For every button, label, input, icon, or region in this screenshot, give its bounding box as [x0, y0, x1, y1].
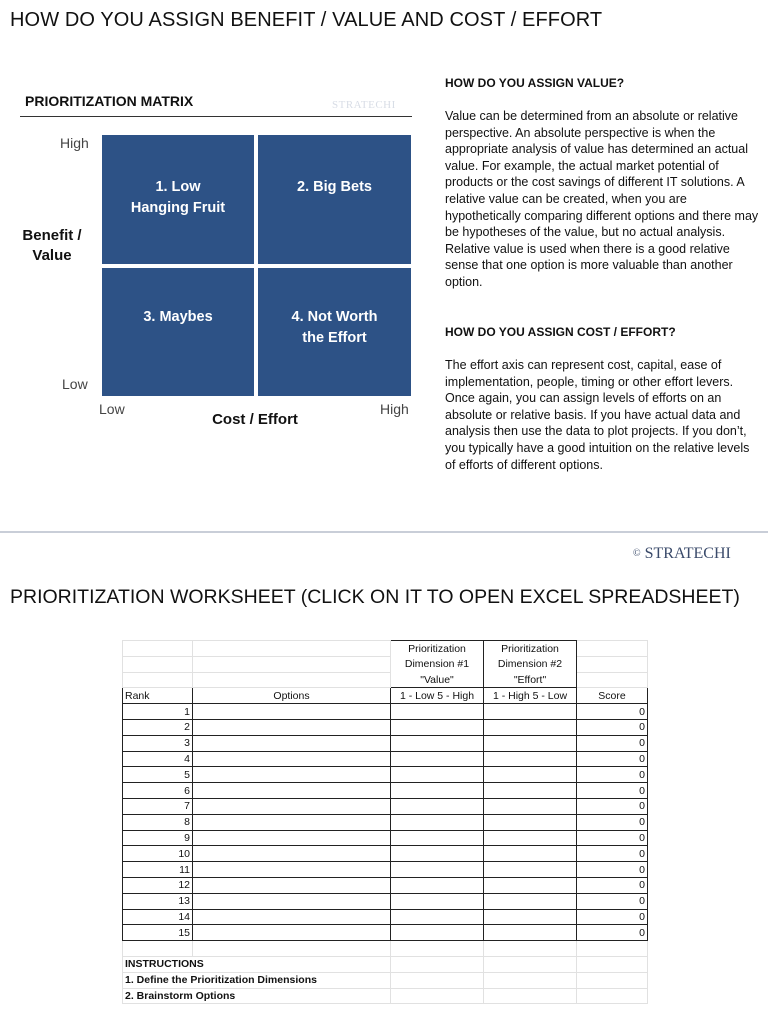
table-row: [123, 925, 648, 941]
empty-cell: [193, 672, 391, 688]
value-score-cell[interactable]: [391, 704, 484, 720]
rank-cell: 5: [123, 767, 193, 783]
option-cell[interactable]: [193, 783, 391, 799]
rank-cell: 4: [123, 751, 193, 767]
instruction-row: [123, 988, 648, 1004]
rank-cell: 11: [123, 862, 193, 878]
empty-cell: [577, 656, 648, 672]
value-score-cell[interactable]: [391, 751, 484, 767]
score-cell: 0: [577, 767, 648, 783]
rank-cell: 9: [123, 830, 193, 846]
page-title: HOW DO YOU ASSIGN BENEFIT / VALUE AND COST / EFFORT: [10, 9, 603, 31]
copyright-symbol: ©: [633, 548, 641, 559]
x-axis-high-label: High: [380, 401, 409, 417]
empty-cell: [123, 672, 193, 688]
dimension2-header-line1: Prioritization: [484, 641, 577, 657]
quadrant-label: 2. Big Bets: [297, 179, 372, 195]
rank-cell: 7: [123, 798, 193, 814]
option-cell[interactable]: [193, 798, 391, 814]
score-cell: 0: [577, 830, 648, 846]
cost-heading: HOW DO YOU ASSIGN COST / EFFORT?: [445, 325, 676, 339]
table-row: [123, 704, 648, 720]
value-score-cell[interactable]: [391, 798, 484, 814]
value-score-cell[interactable]: [391, 925, 484, 941]
effort-score-cell[interactable]: [484, 814, 577, 830]
value-score-cell[interactable]: [391, 862, 484, 878]
quadrant-not-worth-the-effort: [258, 268, 411, 396]
empty-cell: [123, 641, 193, 657]
empty-cell: [193, 656, 391, 672]
rank-cell: 6: [123, 783, 193, 799]
option-cell[interactable]: [193, 719, 391, 735]
option-cell[interactable]: [193, 846, 391, 862]
rank-cell: 15: [123, 925, 193, 941]
score-cell: 0: [577, 846, 648, 862]
value-heading: HOW DO YOU ASSIGN VALUE?: [445, 76, 625, 90]
quadrant-big-bets: [258, 135, 411, 264]
y-axis-title-line2: Value: [32, 247, 72, 264]
effort-score-cell[interactable]: [484, 798, 577, 814]
effort-score-cell[interactable]: [484, 783, 577, 799]
effort-score-cell[interactable]: [484, 862, 577, 878]
rank-cell: 12: [123, 877, 193, 893]
value-body: Value can be determined from an absolute or relative perspective. An absolute perspective is when the appropriate analysis of value has determined an actual value. For example, the actual market potential of products or the cost savings of different IT solutions. A relative value can be created, when you are hypothetically comparing different options and there may be hypotheses of the value, but no actual analysis. Relative value is used when there is a good relative sense that one option is more valuable than another option.: [445, 109, 759, 289]
effort-score-cell[interactable]: [484, 735, 577, 751]
worksheet-table[interactable]: [122, 640, 648, 1004]
rank-cell: 13: [123, 893, 193, 909]
column-header-options: Options: [193, 688, 391, 704]
score-cell: 0: [577, 925, 648, 941]
table-row: [123, 830, 648, 846]
x-axis-title: Cost / Effort: [212, 411, 298, 428]
x-axis-low-label: Low: [99, 401, 125, 417]
section-divider: [0, 531, 768, 533]
rank-cell: 8: [123, 814, 193, 830]
empty-cell: [484, 988, 577, 1004]
score-cell: 0: [577, 783, 648, 799]
option-cell[interactable]: [193, 909, 391, 925]
empty-cell: [484, 941, 577, 957]
matrix-title: PRIORITIZATION MATRIX: [25, 93, 194, 109]
instruction-item: 2. Brainstorm Options: [123, 988, 391, 1004]
score-cell: 0: [577, 814, 648, 830]
spacer-row: [123, 941, 648, 957]
quadrant-label: 3. Maybes: [143, 309, 213, 325]
dimension2-scale: 1 - High 5 - Low: [484, 688, 577, 704]
brand-logo: [633, 545, 731, 563]
instruction-item: 1. Define the Prioritization Dimensions: [123, 972, 391, 988]
table-row: [123, 735, 648, 751]
table-row: [123, 751, 648, 767]
instruction-row: [123, 972, 648, 988]
dimension1-header-line2: Dimension #1: [391, 656, 484, 672]
empty-cell: [123, 941, 193, 957]
value-score-cell[interactable]: [391, 783, 484, 799]
empty-cell: [391, 972, 484, 988]
rank-cell: 14: [123, 909, 193, 925]
quadrant-label: 4. Not Worth: [291, 309, 378, 325]
option-cell[interactable]: [193, 735, 391, 751]
value-score-cell[interactable]: [391, 719, 484, 735]
score-cell: 0: [577, 719, 648, 735]
option-cell[interactable]: [193, 830, 391, 846]
y-axis-high-label: High: [60, 135, 89, 151]
column-header-rank: Rank: [123, 688, 193, 704]
score-cell: 0: [577, 909, 648, 925]
dimension1-header-line1: Prioritization: [391, 641, 484, 657]
option-cell[interactable]: [193, 767, 391, 783]
matrix-title-rule: [20, 116, 412, 117]
value-score-cell[interactable]: [391, 830, 484, 846]
option-cell[interactable]: [193, 751, 391, 767]
empty-cell: [391, 941, 484, 957]
score-cell: 0: [577, 862, 648, 878]
effort-score-cell[interactable]: [484, 893, 577, 909]
option-cell[interactable]: [193, 893, 391, 909]
value-score-cell[interactable]: [391, 735, 484, 751]
matrix-watermark: STRATECHI: [332, 99, 396, 111]
table-row: [123, 893, 648, 909]
score-cell: 0: [577, 704, 648, 720]
table-row: [123, 909, 648, 925]
table-row: [123, 814, 648, 830]
value-score-cell[interactable]: [391, 877, 484, 893]
rank-cell: 3: [123, 735, 193, 751]
rank-cell: 2: [123, 719, 193, 735]
table-row: [123, 877, 648, 893]
empty-cell: [577, 972, 648, 988]
empty-cell: [577, 641, 648, 657]
score-cell: 0: [577, 735, 648, 751]
table-row: [123, 783, 648, 799]
quadrant-label: 1. Low: [155, 179, 201, 195]
effort-score-cell[interactable]: [484, 830, 577, 846]
option-cell[interactable]: [193, 814, 391, 830]
brand-name: STRATECHI: [644, 545, 731, 562]
effort-score-cell[interactable]: [484, 877, 577, 893]
y-axis-low-label: Low: [62, 376, 88, 392]
score-cell: 0: [577, 751, 648, 767]
value-score-cell[interactable]: [391, 846, 484, 862]
score-cell: 0: [577, 877, 648, 893]
option-cell[interactable]: [193, 925, 391, 941]
empty-cell: [193, 641, 391, 657]
y-axis-title-line1: Benefit /: [22, 227, 82, 244]
effort-score-cell[interactable]: [484, 751, 577, 767]
empty-cell: [577, 941, 648, 957]
score-cell: 0: [577, 798, 648, 814]
option-cell[interactable]: [193, 877, 391, 893]
effort-score-cell[interactable]: [484, 704, 577, 720]
quadrant-label: the Effort: [302, 330, 367, 346]
empty-cell: [577, 988, 648, 1004]
instructions-heading: INSTRUCTIONS: [123, 956, 391, 972]
table-row: [123, 846, 648, 862]
dimension1-name: "Value": [391, 672, 484, 688]
effort-score-cell[interactable]: [484, 846, 577, 862]
quadrant-maybes: [102, 268, 254, 396]
effort-score-cell[interactable]: [484, 767, 577, 783]
y-axis-title: [12, 226, 92, 266]
table-row: [123, 862, 648, 878]
cost-body: The effort axis can represent cost, capital, ease of implementation, people, timing or other effort levers. Once again, you can assign levels of efforts on an absolute or relative basis. If you have actual data and analysis then use the data to plot projects. If you don’t, you typically have a good intuition on the relative levels of efforts of different options.: [445, 358, 750, 472]
value-score-cell[interactable]: [391, 909, 484, 925]
value-score-cell[interactable]: [391, 814, 484, 830]
effort-score-cell[interactable]: [484, 719, 577, 735]
quadrant-low-hanging-fruit: [102, 135, 254, 264]
empty-cell: [484, 956, 577, 972]
quadrant-label: Hanging Fruit: [130, 200, 226, 216]
empty-cell: [484, 972, 577, 988]
empty-cell: [123, 656, 193, 672]
empty-cell: [391, 988, 484, 1004]
worksheet-spreadsheet[interactable]: [122, 640, 648, 1004]
score-cell: 0: [577, 893, 648, 909]
table-row: [123, 767, 648, 783]
worksheet-title[interactable]: PRIORITIZATION WORKSHEET (CLICK ON IT TO OPEN EXCEL SPREADSHEET): [10, 586, 740, 608]
instruction-row: [123, 956, 648, 972]
empty-cell: [391, 956, 484, 972]
dimension1-scale: 1 - Low 5 - High: [391, 688, 484, 704]
effort-score-cell[interactable]: [484, 925, 577, 941]
value-score-cell[interactable]: [391, 893, 484, 909]
empty-cell: [193, 941, 391, 957]
value-score-cell[interactable]: [391, 767, 484, 783]
dimension2-header-line2: Dimension #2: [484, 656, 577, 672]
table-row: [123, 719, 648, 735]
column-header-score: Score: [577, 688, 648, 704]
empty-cell: [577, 672, 648, 688]
dimension2-name: "Effort": [484, 672, 577, 688]
rank-cell: 1: [123, 704, 193, 720]
rank-cell: 10: [123, 846, 193, 862]
empty-cell: [577, 956, 648, 972]
effort-score-cell[interactable]: [484, 909, 577, 925]
option-cell[interactable]: [193, 704, 391, 720]
option-cell[interactable]: [193, 862, 391, 878]
table-row: [123, 798, 648, 814]
